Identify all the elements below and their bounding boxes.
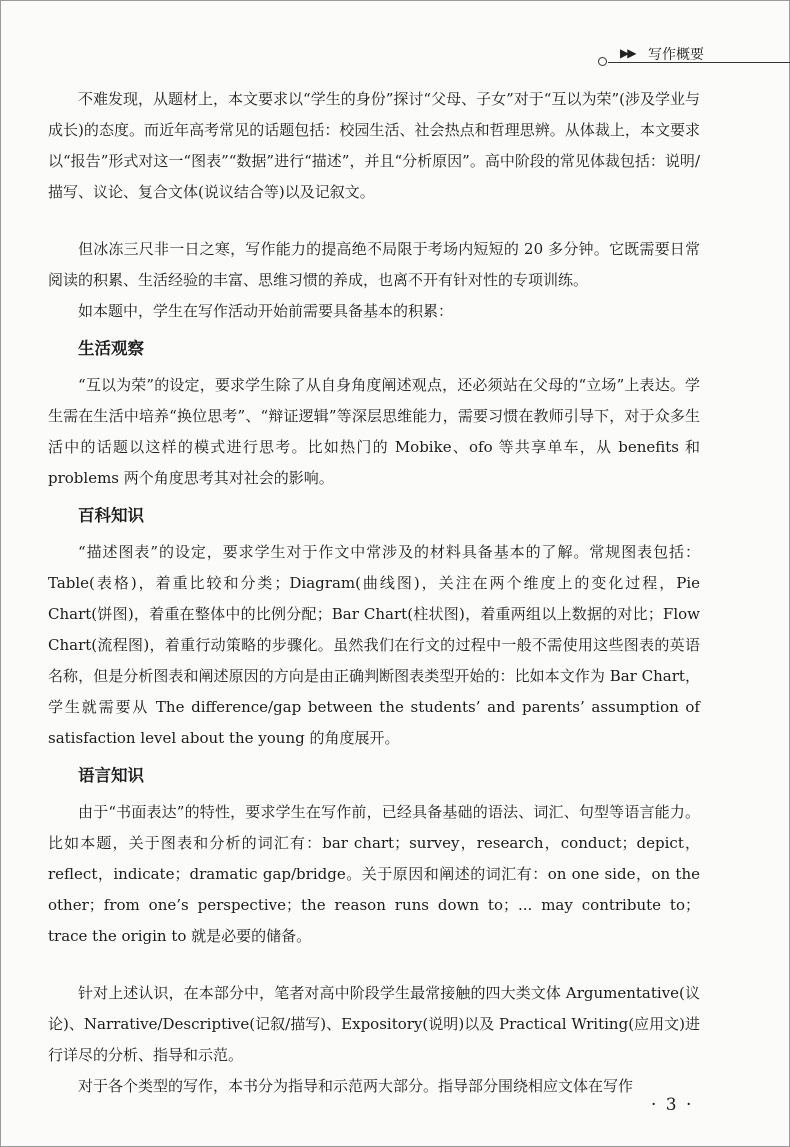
paragraph-encyclopedic-knowledge: “描述图表”的设定，要求学生对于作文中常涉及的材料具备基本的了解。常规图表包括：Table(表格)，着重比较和分类；Diagram(曲线图)，关注在两个维度上的变化过程，Pie Chart(饼图)，着重在整体中的比例分配；Bar Chart(柱状图)，着重两组以上数据的对比；Flow Chart(流程图)，着重行动策略的步骤化。虽然我们在行文的过程中一般不需使用这些图表的英语名称，但是分析图表和阐述原因的方向是由正确判断图表类型开始的：比如本文作为 Bar Chart，学生就需要从 The difference/gap between the students’ and parents’ assumption of satisfaction level about the young 的角度展开。 [48,543,700,747]
double-arrow-icon: ▶▶ [620,46,635,60]
page-number: · 3 · [651,1095,694,1115]
section-title: 写作概要 [648,47,704,63]
paragraph-book-structure: 对于各个类型的写作，本书分为指导和示范两大部分。指导部分围绕相应文体在写作 [78,1077,634,1095]
heading-life-observation: 生活观察 [78,339,144,358]
paragraph-four-genres: 针对上述认识，在本部分中，笔者对高中阶段学生最常接触的四大类文体 Argumentative(议论)、Narrative/Descriptive(记叙/描写)、Expository(说明)以及 Practical Writing(应用文)进行详尽的分析、指导和示范。 [48,984,700,1064]
paragraph-writing-ability: 但冰冻三尺非一日之寒，写作能力的提高绝不局限于考场内短短的 20 多分钟。它既需要日常阅读的积累、生活经验的丰富、思维习惯的养成，也离不开有针对性的专项训练。 [48,240,700,289]
header-circle-icon [598,57,607,66]
paragraph-accumulation-intro: 如本题中，学生在写作活动开始前需要具备基本的积累： [78,302,454,320]
running-header [598,44,790,68]
paragraph-language-knowledge: 由于“书面表达”的特性，要求学生在写作前，已经具备基础的语法、词汇、句型等语言能力。比如本题，关于图表和分析的词汇有：bar chart；survey，research，conduct；depict，reflect，indicate；dramatic gap/bridge。关于原因和阐述的词汇有：on one side，on the other；from one’s perspective；the reason runs down to；... may contribute to；trace the origin to 就是必要的储备。 [48,803,700,945]
heading-language-knowledge: 语言知识 [78,766,144,785]
paragraph-life-observation: “互以为荣”的设定，要求学生除了从自身角度阐述观点，还必须站在父母的“立场”上表达。学生需在生活中培养“换位思考”、“辩证逻辑”等深层思维能力，需要习惯在教师引导下，对于众多生活中的话题以这样的模式进行思考。比如热门的 Mobike、ofo 等共享单车，从 benefits 和 problems 两个角度思考其对社会的影响。 [48,376,700,487]
heading-encyclopedic-knowledge: 百科知识 [78,506,144,525]
page-body [48,84,700,1102]
paragraph-topic-genre: 不难发现，从题材上，本文要求以“学生的身份”探讨“父母、子女”对于“互以为荣”(涉及学业与成长)的态度。而近年高考常见的话题包括：校园生活、社会热点和哲理思辨。从体裁上，本文要求以“报告”形式对这一“图表”“数据”进行“描述”，并且“分析原因”。高中阶段的常见体裁包括：说明/描写、议论、复合文体(说议结合等)以及记叙文。 [48,90,700,201]
